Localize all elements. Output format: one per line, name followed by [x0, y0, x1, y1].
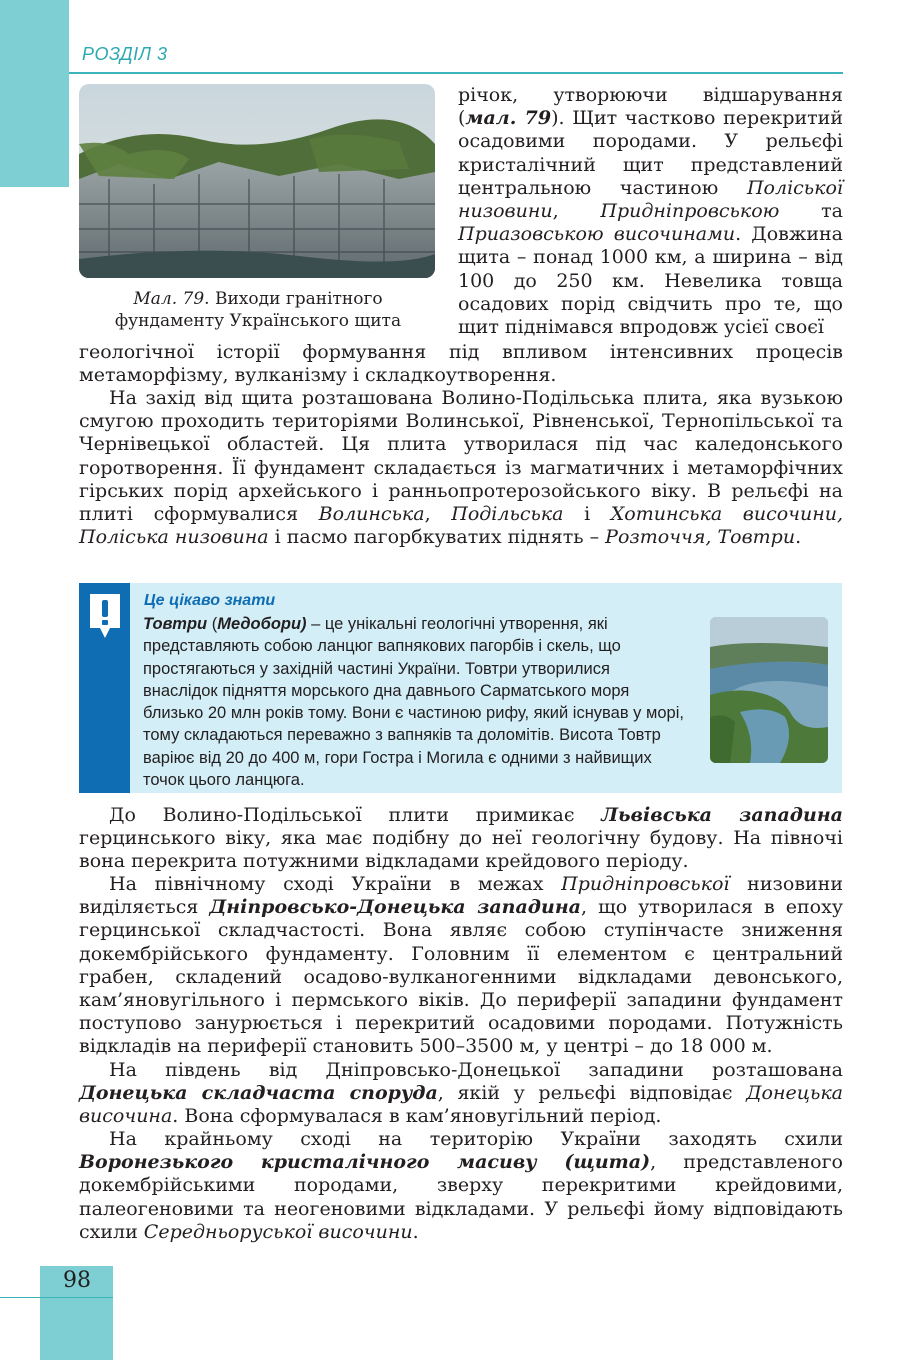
term: Приазовською височинами: [458, 223, 736, 246]
section-tab-top: [0, 0, 69, 187]
figure-caption-text: . Виходи гранітного фундаменту Українського щита: [114, 289, 402, 331]
page-number: 98: [63, 1268, 91, 1293]
text: На північному сході України в межах: [109, 873, 562, 895]
river-photo: [710, 617, 828, 763]
term: Донецька складчаста споруда: [79, 1082, 438, 1105]
text: – це унікальні геологічні утворення, які представляють собою ланцюг вапнякових пагорбів і скель, що простягаються у західній частині України. Товтри утворилися внаслідок підняття морського дна давнього Сарматського моря близько 20 млн років тому. Вони є частиною рифу, який існував у морі, тому складаються переважно з вапняків та доломітів. Висота Товтр варіює від 20 до 400 м, гори Гостра і Могила є одними з найвищих точок цього ланцюга.: [143, 615, 684, 790]
text: , якій у рельєфі відповідає: [437, 1082, 747, 1105]
term: Донецька височина: [79, 1082, 843, 1128]
text: ,: [552, 200, 601, 223]
paragraph-2: [79, 387, 843, 549]
paragraph-6: [79, 1128, 843, 1244]
text: На крайньому сході на територію України заходять схили: [109, 1128, 843, 1150]
figure-ref-inline: мал. 79: [465, 107, 552, 130]
text: (: [207, 615, 218, 633]
paragraph-5: [79, 1059, 843, 1129]
text: ,: [424, 503, 452, 526]
text: . Довжина щита – понад 1000 км, а ширина – від 100 до 250 км. Невелика товща осадових порід свідчить про те, що щит піднімався впродовж усієї своєї: [458, 223, 843, 339]
section-label: РОЗДІЛ 3: [82, 44, 168, 64]
text: ). Щит частково перекритий осадовими породами. У рельєфі кристалічний щит представлений центральною частиною: [458, 107, 843, 199]
term: Подільська: [451, 503, 564, 526]
text: і пасмо пагорбкуватих піднять –: [268, 526, 606, 549]
term: Хотинська височини, Поліська низовина: [79, 503, 844, 549]
text: . Вона сформувалася в кам’яновугільний період.: [172, 1105, 662, 1128]
text: , що утворилася в епоху герцинської складчастості. Вона являє собою ступінчасте зниження докембрійського фундаменту. Головним її елементом є центральний грабен, складений осадово-вулканогенними відкладами девонського, кам’яновугільного і пермського віків. До периферії западини фундамент поступово занурюється і перекритий осадовими породами. Потужність відкладів на периферії становить 500–3500 м, у центрі – до 18 000 м.: [79, 896, 843, 1058]
paragraph-4: [79, 873, 843, 1059]
paragraph-3: [79, 804, 843, 874]
text: До Волино-Подільської плити примикає: [109, 804, 602, 826]
text: .: [795, 526, 802, 549]
text: .: [412, 1220, 419, 1243]
term: Воронезького кристалічного масиву (щита): [79, 1151, 651, 1174]
text: та: [779, 200, 843, 223]
term: Львівська западина: [601, 804, 843, 826]
header-rule: [69, 72, 843, 74]
paragraph-1-bottom: геологічної історії формування під впливом інтенсивних процесів метаморфізму, вулканізму і складкоутворення.: [79, 341, 843, 387]
exclamation-icon: [88, 592, 122, 642]
text: і: [563, 503, 611, 526]
info-box-title: Це цікаво знати: [144, 592, 276, 609]
text: низовини виділяється: [79, 873, 844, 919]
term: Середньоруської височини: [143, 1220, 413, 1243]
granite-photo: [79, 84, 435, 278]
term: Розточчя, Товтри: [605, 526, 796, 549]
info-box-text: [143, 613, 688, 791]
term: Медобори): [217, 615, 307, 633]
term: Товтри: [143, 615, 208, 633]
term: Придніпровської: [561, 873, 730, 895]
paragraph-1-top: [458, 84, 843, 339]
figure-ref: Мал. 79: [133, 289, 205, 309]
figure-caption: [80, 288, 436, 332]
text: річок, утворюючи відшарування (: [458, 84, 843, 130]
text: герцинського віку, яка має подібну до неї геологічну будову. На півночі вона перекрита потужними відкладами крейдового періоду.: [79, 827, 843, 873]
text: , представленого докембрійськими породами, зверху перекритими крейдовими, палеогеновими та неогеновими відкладами. У рельєфі йому відповідають схили: [79, 1151, 843, 1243]
footer-rule: [0, 1297, 113, 1298]
term: Дніпровсько-Донецька западина: [209, 896, 581, 919]
term: Волинська: [318, 503, 425, 526]
text: На південь від Дніпровсько-Донецької западини розташована: [109, 1059, 843, 1081]
term: Поліської низовини: [458, 176, 843, 223]
text: На захід від щита розташована Волино-Подільська плита, яка вузькою смугою проходить територіями Волинської, Рівненської, Тернопільської та Чернівецької областей. Ця плита утворилася під час каледонського горотворення. Її фундамент складається із магматичних і метаморфічних гірських порід архейського і ранньопротерозойського віку. В рельєфі на плиті сформувалися: [79, 387, 843, 526]
term: Придніпровською: [600, 200, 780, 223]
